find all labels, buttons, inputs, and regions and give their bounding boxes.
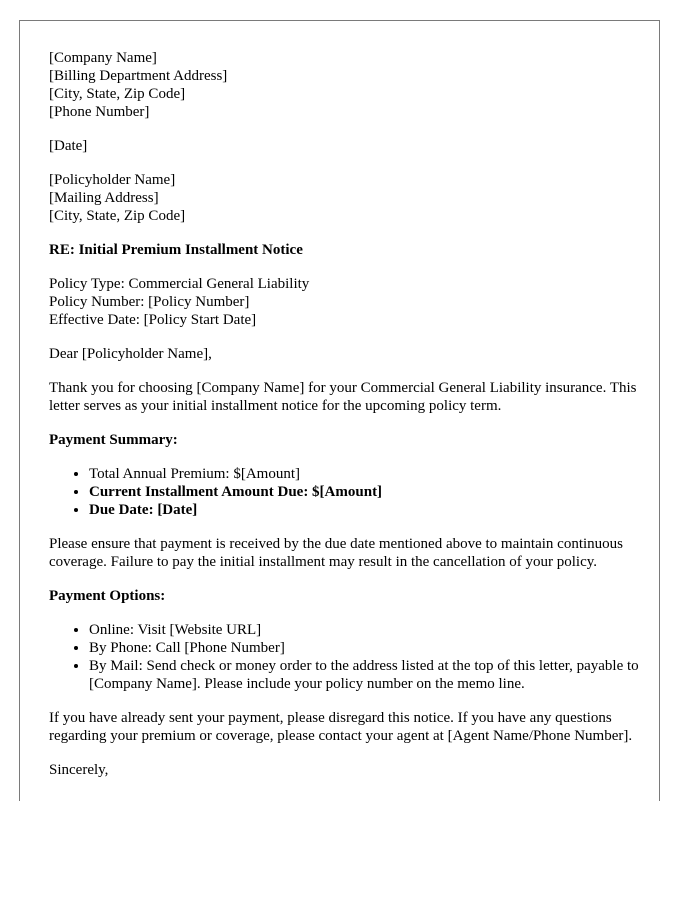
- list-item: • Online: Visit [Website URL]: [89, 621, 649, 639]
- letter-page: [19, 20, 660, 801]
- sender-company-name: [Company Name]: [49, 50, 157, 66]
- letter-content: [49, 49, 649, 795]
- sender-phone: [Phone Number]: [49, 104, 150, 120]
- letter-date: [Date]: [49, 138, 88, 154]
- policy-number: Policy Number: [Policy Number]: [49, 294, 250, 310]
- policy-type: Policy Type: Commercial General Liability: [49, 276, 310, 292]
- payment-summary-heading: Payment Summary:: [49, 432, 178, 448]
- intro-paragraph: Thank you for choosing [Company Name] for your Commercial General Liability insurance. This letter serves as your initial installment notice for the upcoming policy term.: [49, 380, 637, 414]
- recipient-city-state-zip: [City, State, Zip Code]: [49, 208, 186, 224]
- signoff: Sincerely,: [49, 762, 109, 778]
- recipient-mailing-address: [Mailing Address]: [49, 190, 159, 206]
- policy-effective-date: Effective Date: [Policy Start Date]: [49, 312, 257, 328]
- list-item: • By Mail: Send check or money order to the address listed at the top of this letter, payable to [Company Name]. Please include your policy number on the memo line.: [89, 657, 649, 693]
- policy-details: [49, 275, 649, 329]
- warning-paragraph: Please ensure that payment is received by the due date mentioned above to maintain continuous coverage. Failure to pay the initial installment may result in the cancellation of your policy.: [49, 536, 623, 570]
- sender-city-state-zip: [City, State, Zip Code]: [49, 86, 186, 102]
- closing-paragraph: If you have already sent your payment, please disregard this notice. If you have any questions regarding your premium or coverage, please contact your agent at [Agent Name/Phone Number].: [49, 710, 633, 744]
- sender-block: [49, 49, 649, 121]
- recipient-name: [Policyholder Name]: [49, 172, 176, 188]
- letter-subject: RE: Initial Premium Installment Notice: [49, 242, 303, 258]
- recipient-block: [49, 171, 649, 225]
- payment-options-heading: Payment Options:: [49, 588, 166, 604]
- list-item: • By Phone: Call [Phone Number]: [89, 639, 649, 657]
- sender-billing-address: [Billing Department Address]: [49, 68, 228, 84]
- list-item: • Current Installment Amount Due: $[Amount]: [89, 483, 649, 501]
- payment-summary-list: [49, 465, 649, 519]
- list-item: • Due Date: [Date]: [89, 501, 649, 519]
- salutation: Dear [Policyholder Name],: [49, 346, 212, 362]
- list-item: • Total Annual Premium: $[Amount]: [89, 465, 649, 483]
- payment-options-list: [49, 621, 649, 693]
